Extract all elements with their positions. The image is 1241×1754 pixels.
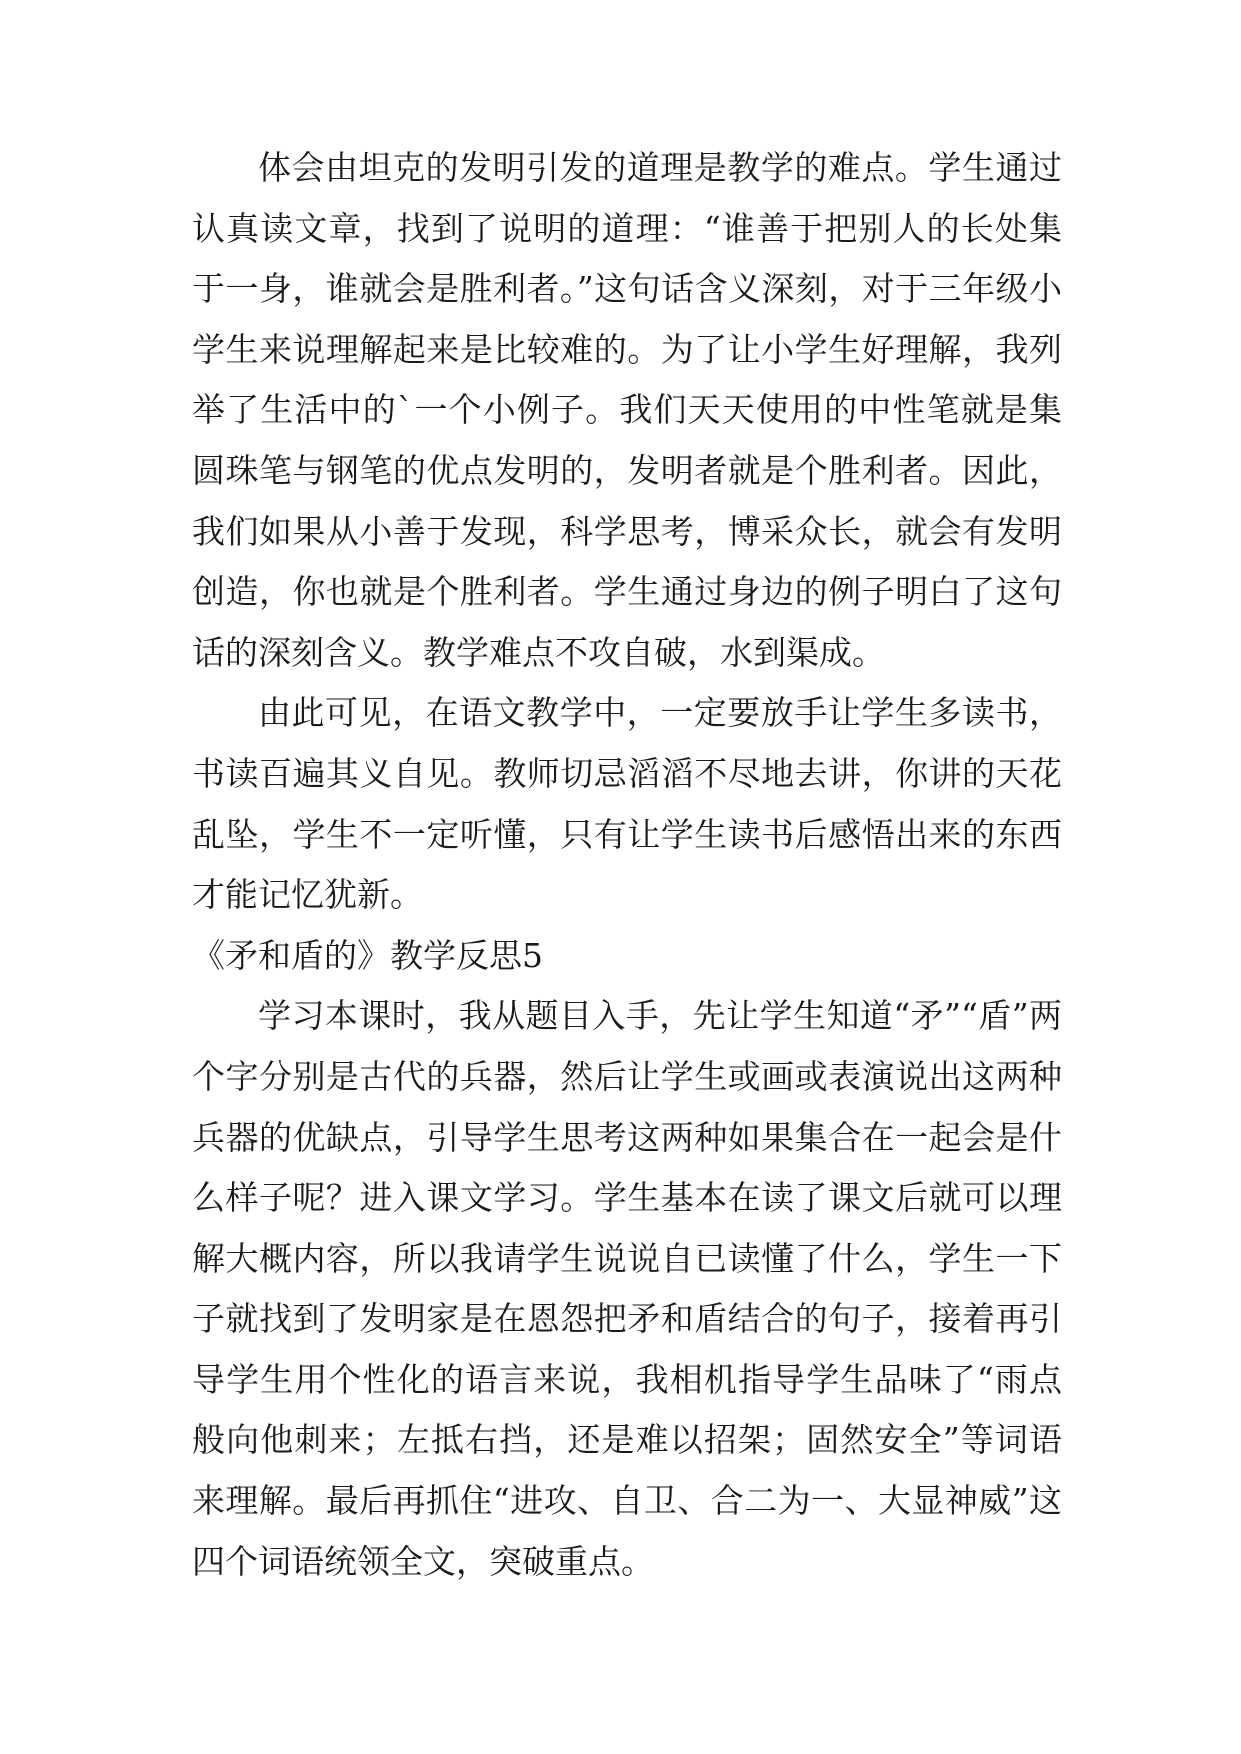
paragraph-conclusion: 由此可见，在语文教学中，一定要放手让学生多读书，书读百遍其义自见。教师切忌滔滔不尽地去讲，你讲的天花乱坠，学生不一定听懂，只有让学生读书后感悟出来的东西才能记忆犹新。 bbox=[192, 693, 1062, 915]
paragraph-tank-invention: 体会由坦克的发明引发的道理是教学的难点。学生通过认真读文章，找到了说明的道理：“谁善于把别人的长处集于一身，谁就会是胜利者。”这句话含义深刻，对于三年级小学生来说理解起来是比较难的。为了让小学生好理解，我列举了生活中的`一个小例子。我们天天使用的中性笔就是集圆珠笔与钢笔的优点发明的，发明者就是个胜利者。因此，我们如果从小善于发现，科学思考，博采众长，就会有发明创造，你也就是个胜利者。学生通过身边的例子明白了这句话的深刻含义。教学难点不攻自破，水到渠成。 bbox=[192, 148, 1062, 672]
paragraph-spear-shield: 学习本课时，我从题目入手，先让学生知道“矛”“盾”两个字分别是古代的兵器，然后让学生或画或表演说出这两种兵器的优缺点，引导学生思考这两种如果集合在一起会是什么样子呢？进入课文学习。学生基本在读了课文后就可以理解大概内容，所以我请学生说说自已读懂了什么，学生一下子就找到了发明家是在恩怨把矛和盾结合的句子，接着再引导学生用个性化的语言来说，我相机指导学生品味了“雨点般向他刺来；左抵右挡，还是难以招架；固然安全”等词语来理解。最后再抓住“进攻、自卫、合二为一、大显神威”这四个词语统领全文，突破重点。 bbox=[192, 996, 1062, 1581]
document-body bbox=[192, 138, 1062, 1592]
section-heading: 《矛和盾的》教学反思5 bbox=[192, 935, 543, 975]
document-page bbox=[192, 138, 1062, 1592]
